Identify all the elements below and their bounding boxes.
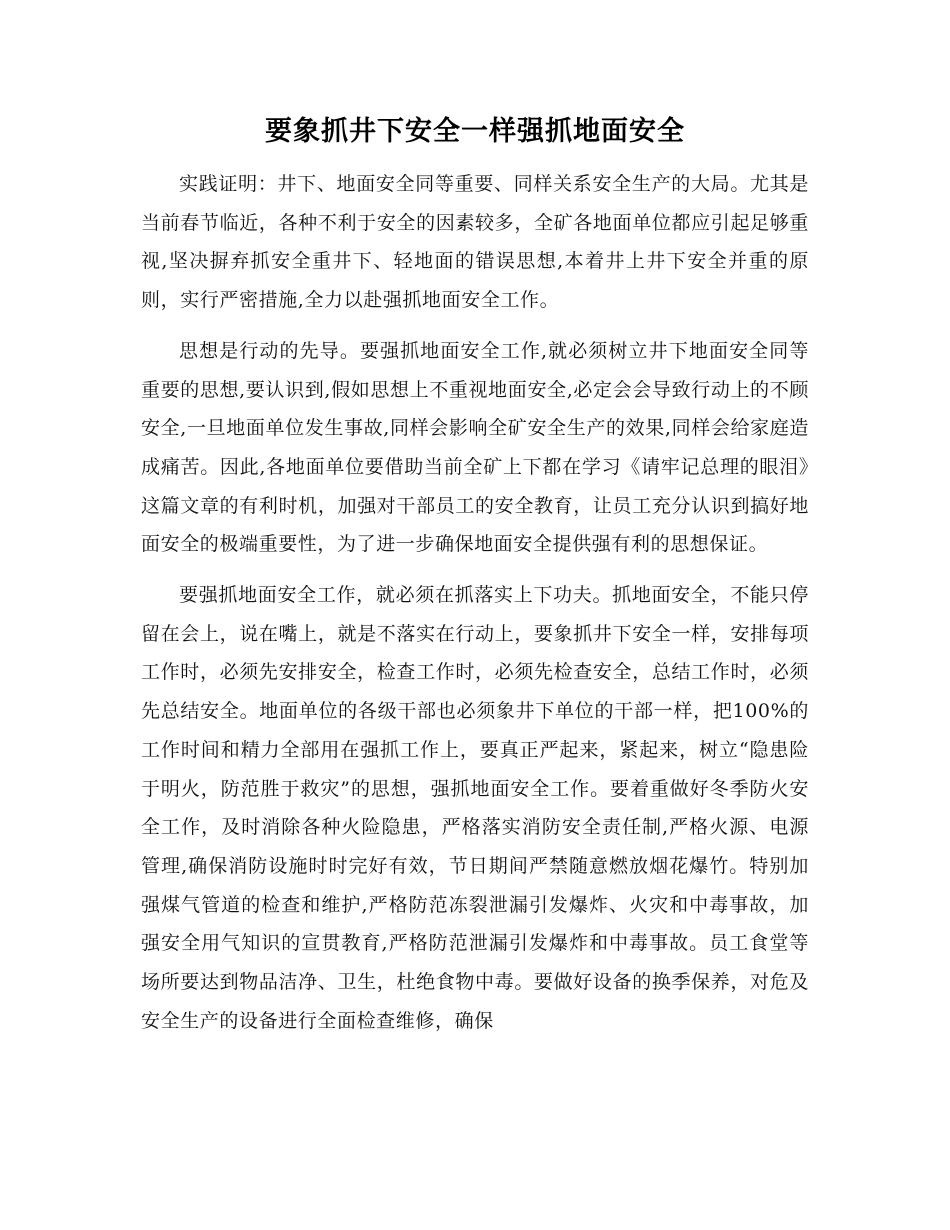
document-body [141, 165, 809, 1040]
paragraph-1: 实践证明：井下、地面安全同等重要、同样关系安全生产的大局。尤其是当前春节临近，各种不利于安全的因素较多，全矿各地面单位都应引起足够重视,坚决摒弃抓安全重井下、轻地面的错误思想,本着井上井下安全并重的原则，实行严密措施,全力以赴强抓地面安全工作。 [141, 173, 809, 312]
document-title: 要象抓井下安全一样强抓地面安全 [265, 116, 685, 147]
paragraph-2: 思想是行动的先导。要强抓地面安全工作,就必须树立井下地面安全同等重要的思想,要认识到,假如思想上不重视地面安全,必定会会导致行动上的不顾安全,一旦地面单位发生事故,同样会影响全矿安全生产的效果,同样会给家庭造成痛苦。因此,各地面单位要借助当前全矿上下都在学习《请牢记总理的眼泪》这篇文章的有利时机，加强对干部员工的安全教育，让员工充分认识到搞好地面安全的极端重要性，为了进一步确保地面安全提供强有利的思想保证。 [141, 339, 809, 556]
paragraph-3: 要强抓地面安全工作，就必须在抓落实上下功夫。抓地面安全，不能只停留在会上，说在嘴上，就是不落实在行动上，要象抓井下安全一样，安排每项工作时，必须先安排安全，检查工作时，必须先检查安全，总结工作时，必须先总结安全。地面单位的各级干部也必须象井下单位的干部一样，把100%的工作时间和精力全部用在强抓工作上，要真正严起来，紧起来，树立“隐患险于明火，防范胜于救灾”的思想，强抓地面安全工作。要着重做好冬季防火安全工作，及时消除各种火险隐患，严格落实消防安全责任制,严格火源、电源管理,确保消防设施时时完好有效，节日期间严禁随意燃放烟花爆竹。特别加强煤气管道的检查和维护,严格防范冻裂泄漏引发爆炸、火灾和中毒事故，加强安全用气知识的宣贯教育,严格防范泄漏引发爆炸和中毒事故。员工食堂等场所要达到物品洁净、卫生，杜绝食物中毒。要做好设备的换季保养，对危及安全生产的设备进行全面检查维修，确保 [141, 584, 809, 1032]
